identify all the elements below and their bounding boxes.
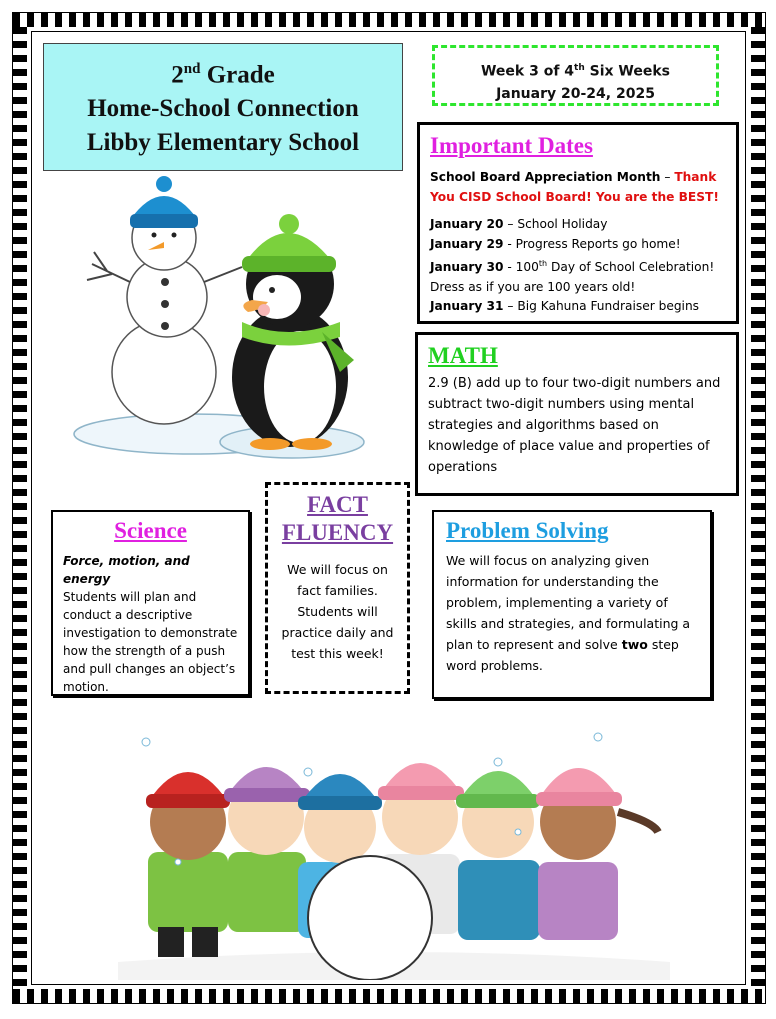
problem-solving-box bbox=[432, 510, 712, 699]
science-body: Force, motion, and energy Students will plan and conduct a descriptive investigation to demonstrate how the strength of a push and pull changes an object’s motion. bbox=[63, 554, 238, 694]
kid-green-hat bbox=[456, 771, 540, 940]
week-label: Week 3 of 4th Six Weeks bbox=[480, 63, 671, 80]
list-item: January 31 – Big Kahuna Fundraiser begins bbox=[430, 299, 700, 314]
dates-list bbox=[430, 215, 726, 317]
list-item: January 30 - 100th Day of School Celebration! Dress as if you are 100 years old! bbox=[430, 259, 715, 294]
week-dates: January 20-24, 2025 bbox=[496, 85, 655, 102]
problem-solving-body: We will focus on analyzing given information for understanding the problem, implementing a variety of skills and strategies, and formulating a plan to represent and solve two step word problems. bbox=[446, 553, 691, 673]
science-heading: Science bbox=[114, 518, 187, 543]
kid-pink-hat-2 bbox=[536, 768, 658, 940]
science-box bbox=[51, 510, 250, 696]
fact-fluency-body: We will focus on fact families. Students will practice daily and test this week! bbox=[281, 562, 394, 661]
problem-solving-heading: Problem Solving bbox=[446, 518, 609, 543]
math-box bbox=[415, 332, 739, 496]
fact-fluency-box bbox=[265, 482, 410, 694]
board-appreciation: School Board Appreciation Month – Thank You CISD School Board! You are the BEST! bbox=[430, 170, 719, 204]
fact-fluency-heading: FACT FLUENCY bbox=[281, 492, 394, 545]
list-item: January 20 – School Holiday bbox=[430, 217, 608, 231]
kid-red-hat bbox=[146, 772, 230, 957]
science-topic: Force, motion, and energy bbox=[63, 554, 190, 586]
kids-winter-illustration bbox=[118, 722, 670, 980]
math-body: 2.9 (B) add up to four two-digit numbers and subtract two-digit numbers using mental strategies and algorithms based on knowledge of place value and properties of operations bbox=[428, 376, 721, 475]
snowman-penguin-illustration bbox=[72, 172, 372, 467]
important-dates-heading: Important Dates bbox=[430, 133, 593, 158]
kid-purple-hat bbox=[224, 767, 310, 932]
math-heading: MATH bbox=[428, 343, 498, 368]
important-dates-box bbox=[417, 122, 739, 324]
grade-line: 2nd Grade bbox=[171, 61, 275, 89]
connection-line: Home-School Connection bbox=[87, 95, 359, 123]
newsletter-title-box bbox=[43, 43, 403, 171]
list-item: January 29 - Progress Reports go home! bbox=[430, 236, 681, 251]
school-name: Libby Elementary School bbox=[86, 129, 360, 157]
week-box bbox=[432, 45, 719, 106]
